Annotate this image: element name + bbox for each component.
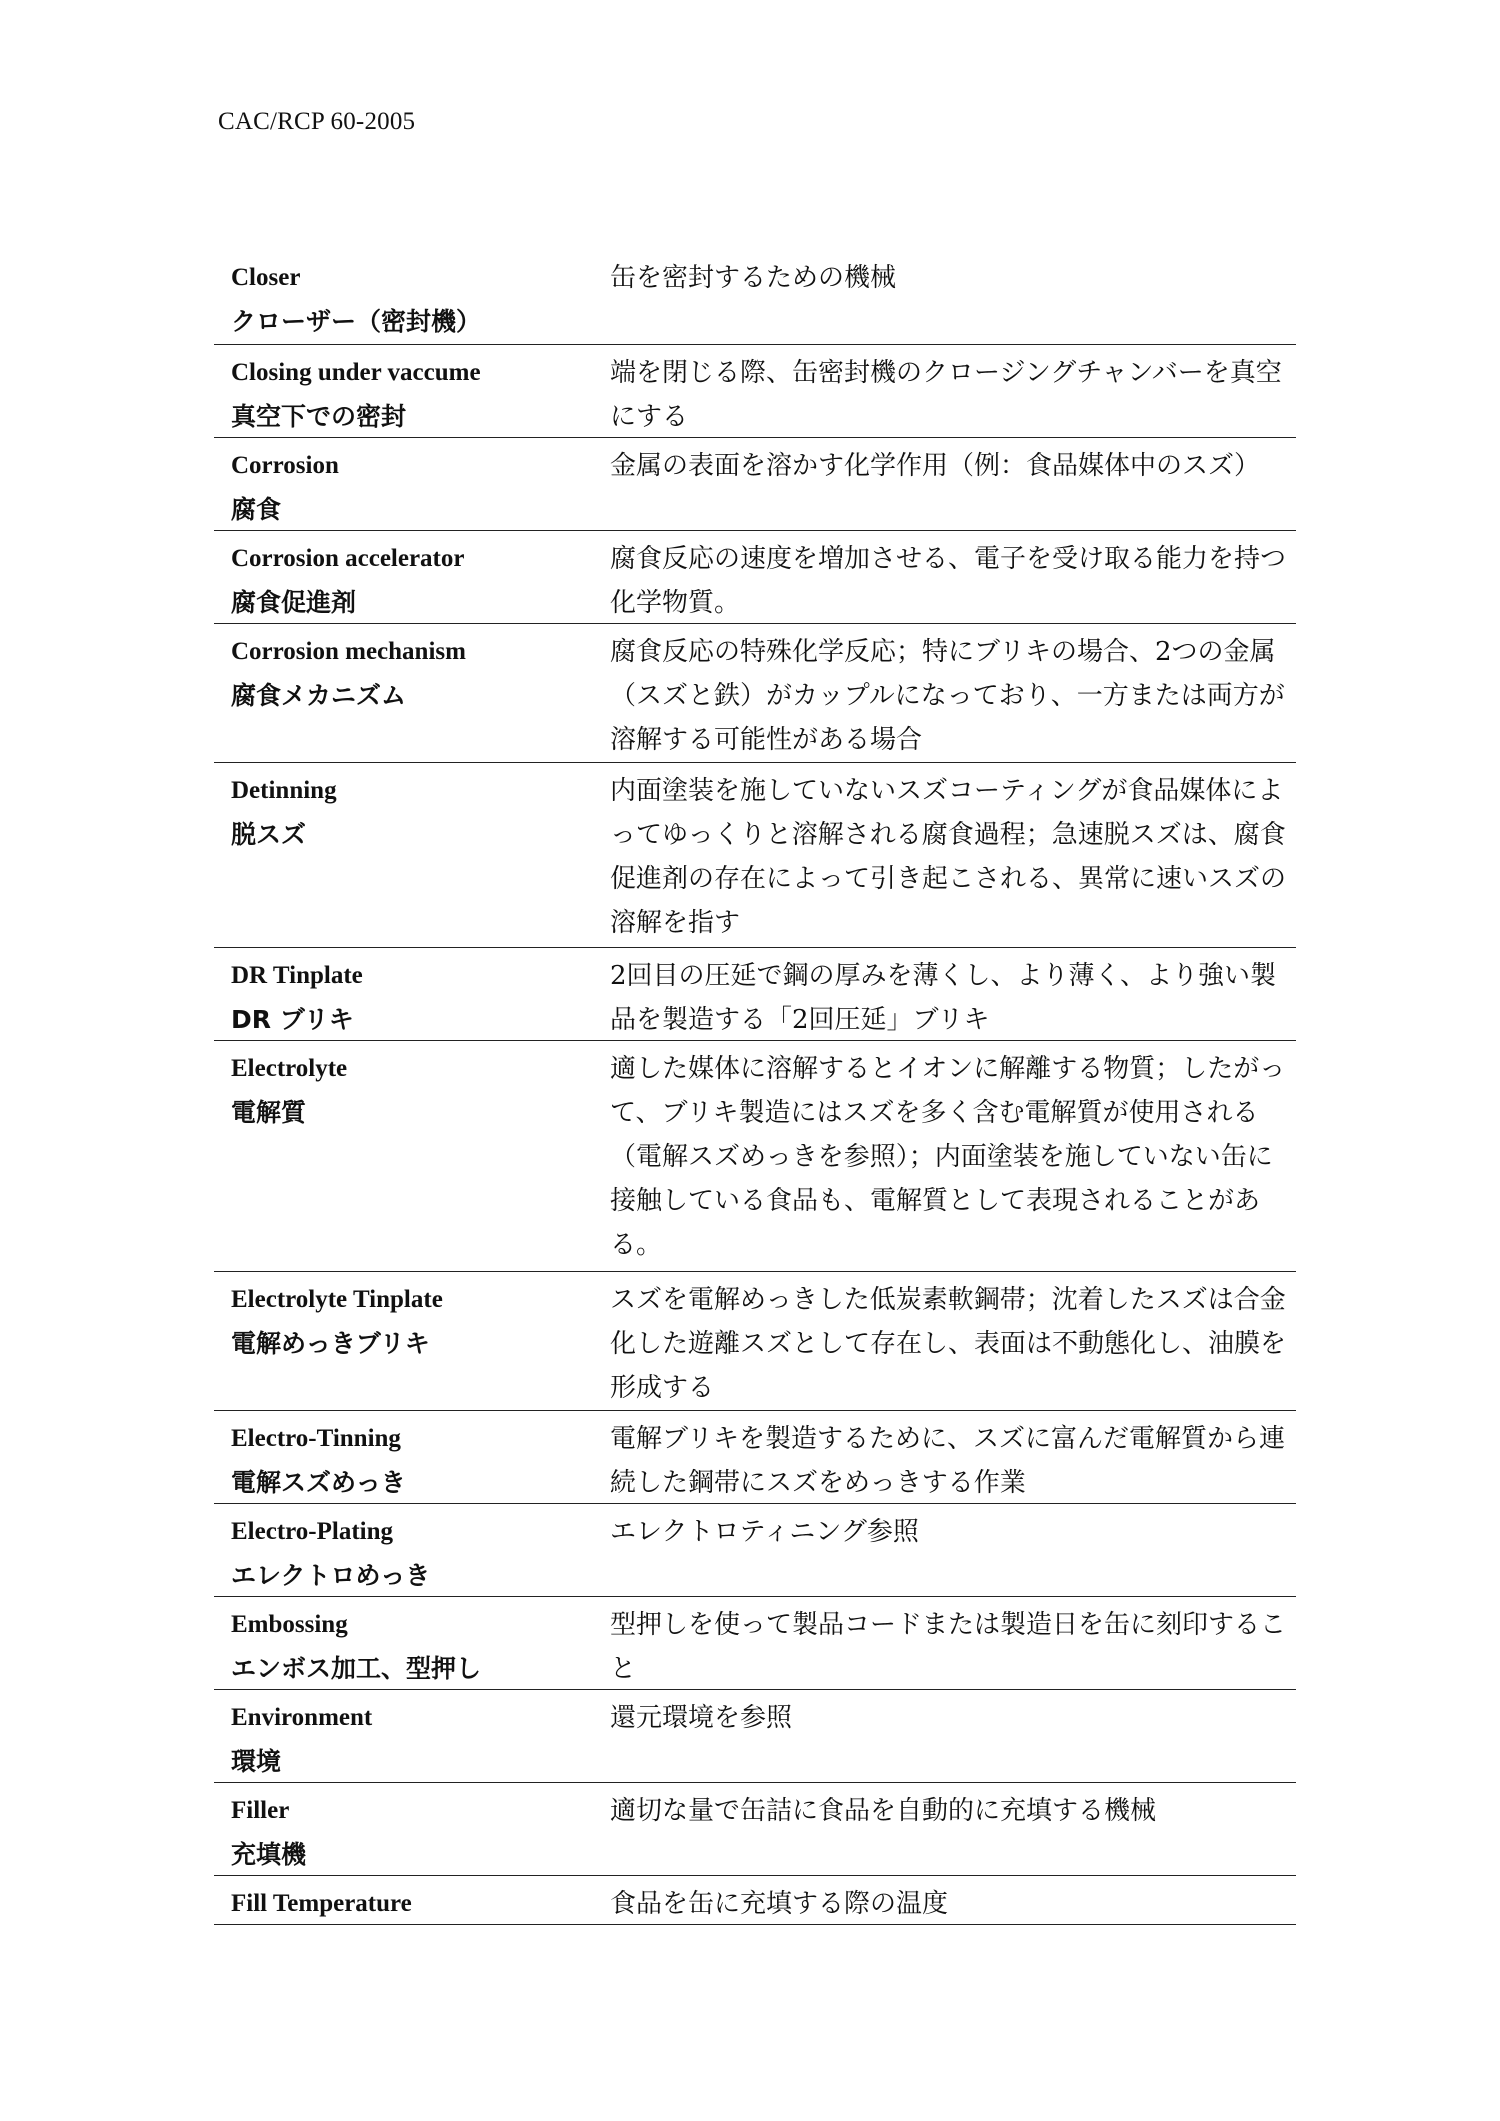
term-english: Corrosion mechanism: [231, 638, 466, 665]
term-definition: 端を閉じる際、缶密封機のクロージングチャンバーを真空にする: [610, 358, 1282, 432]
term-definition: 適切な量で缶詰に食品を自動的に充填する機械: [610, 1796, 1157, 1826]
term-definition: エレクトロティニング参照: [610, 1517, 919, 1547]
term-english: Electrolyte Tinplate: [231, 1286, 443, 1313]
glossary-row: [214, 1876, 1296, 1925]
glossary-row: [214, 624, 1296, 763]
glossary-row: [214, 948, 1296, 1041]
term-cell: [214, 1504, 610, 1596]
term-japanese: 電解スズめっき: [231, 1468, 406, 1497]
term-cell: [214, 1690, 610, 1782]
term-cell: [214, 948, 610, 1040]
term-definition: 腐食反応の特殊化学反応；特にブリキの場合、2つの金属（スズと鉄）がカップルになっており、一方または両方が溶解する可能性がある場合: [610, 637, 1285, 755]
glossary-row: [214, 1597, 1296, 1690]
term-english: Filler: [231, 1797, 290, 1824]
term-english: Electro-Tinning: [231, 1425, 401, 1452]
term-english: Environment: [231, 1704, 373, 1731]
glossary-row: [214, 531, 1296, 624]
glossary-row: [214, 1411, 1296, 1504]
term-japanese: エレクトロめっき: [231, 1561, 431, 1590]
term-cell: [214, 763, 610, 947]
term-definition: 金属の表面を溶かす化学作用（例：食品媒体中のスズ）: [610, 451, 1261, 481]
term-definition: 食品を缶に充填する際の温度: [610, 1889, 949, 1919]
term-cell: [214, 438, 610, 530]
term-cell: [214, 531, 610, 623]
glossary-row: [214, 763, 1296, 948]
term-definition: 適した媒体に溶解するとイオンに解離する物質；したがって、ブリキ製造にはスズを多く含む電解質が使用される（電解スズめっきを参照）；内面塗装を施していない缶に接触している食品も、電解質として表現されることがある。: [610, 1054, 1286, 1260]
term-japanese: クローザー（密封機）: [231, 307, 482, 336]
term-japanese: 電解質: [231, 1098, 307, 1127]
term-definition: 内面塗装を施していないスズコーティングが食品媒体によってゆっくりと溶解される腐食過程；急速脱スズは、腐食促進剤の存在によって引き起こされる、異常に速いスズの溶解を指す: [610, 776, 1287, 938]
glossary-row: [214, 1690, 1296, 1783]
term-english: Embossing: [231, 1611, 348, 1638]
term-english: Fill Temperature: [231, 1890, 412, 1917]
glossary-row: [214, 1504, 1296, 1597]
term-japanese: エンボス加工、型押し: [231, 1654, 482, 1683]
glossary-row: [214, 1041, 1296, 1272]
glossary-row: [214, 345, 1296, 438]
term-definition: 電解ブリキを製造するために、スズに富んだ電解質から連続した鋼帯にスズをめっきする作業: [610, 1424, 1285, 1498]
term-definition: 缶を密封するための機械: [610, 263, 897, 293]
term-definition: スズを電解めっきした低炭素軟鋼帯；沈着したスズは合金化した遊離スズとして存在し、表面は不動態化し、油膜を形成する: [610, 1285, 1287, 1403]
term-english: Corrosion accelerator: [231, 545, 465, 572]
term-definition: 還元環境を参照: [610, 1703, 793, 1733]
term-japanese: 電解めっきブリキ: [231, 1329, 430, 1358]
term-cell: [214, 1876, 610, 1924]
term-english: Closer: [231, 264, 301, 291]
term-japanese: 充填機: [231, 1840, 307, 1869]
term-definition: 2回目の圧延で鋼の厚みを薄くし、より薄く、より強い製品を製造する「2回圧延」ブリキ: [610, 961, 1277, 1035]
glossary-row: [214, 438, 1296, 531]
term-cell: [214, 1041, 610, 1271]
term-english: DR Tinplate: [231, 962, 363, 989]
term-cell: [214, 1411, 610, 1503]
term-japanese: 真空下での密封: [231, 402, 407, 431]
document-code: CAC/RCP 60-2005: [218, 108, 416, 135]
term-cell: [214, 1597, 610, 1689]
term-japanese: 脱スズ: [231, 820, 307, 849]
glossary-table: [214, 250, 1296, 1925]
term-definition: 型押しを使って製品コードまたは製造日を缶に刻印すること: [610, 1610, 1287, 1684]
term-english: Closing under vaccume: [231, 359, 481, 386]
glossary-row: [214, 250, 1296, 345]
term-cell: [214, 345, 610, 437]
term-english: Electrolyte: [231, 1055, 348, 1082]
term-japanese: 腐食メカニズム: [231, 681, 407, 710]
term-cell: [214, 1272, 610, 1410]
glossary-row: [214, 1272, 1296, 1411]
term-cell: [214, 1783, 610, 1875]
term-japanese: DR ブリキ: [231, 1005, 354, 1034]
term-japanese: 腐食促進剤: [231, 588, 357, 617]
term-definition: 腐食反応の速度を増加させる、電子を受け取る能力を持つ化学物質。: [610, 544, 1287, 618]
term-english: Corrosion: [231, 452, 339, 479]
term-japanese: 環境: [231, 1747, 282, 1776]
term-english: Electro-Plating: [231, 1518, 393, 1545]
term-english: Detinning: [231, 777, 337, 804]
term-japanese: 腐食: [231, 495, 282, 524]
glossary-row: [214, 1783, 1296, 1876]
term-cell: [214, 250, 610, 344]
term-cell: [214, 624, 610, 762]
